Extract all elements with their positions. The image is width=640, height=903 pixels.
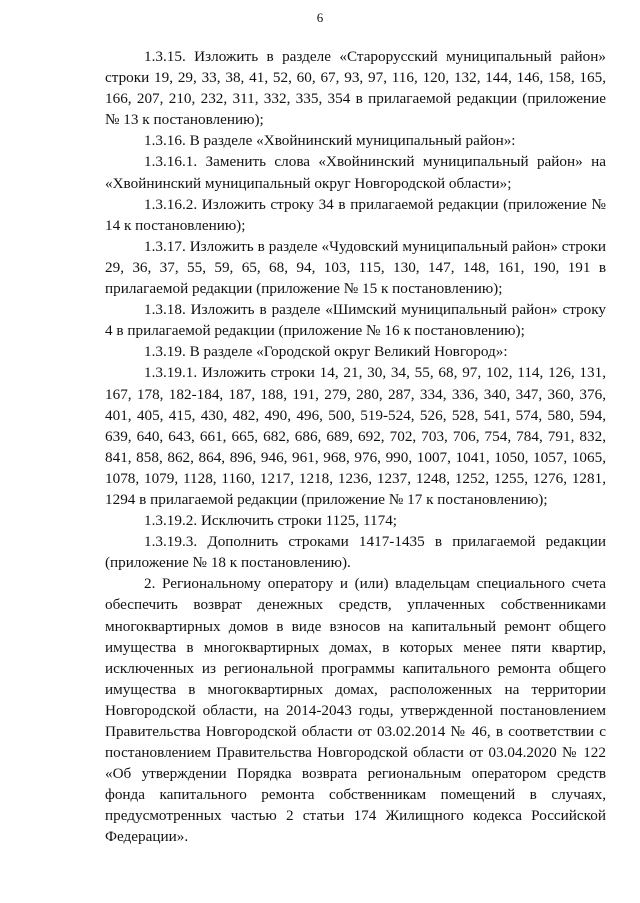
paragraph-1-3-18: 1.3.18. Изложить в разделе «Шимский муниципальный район» строку 4 в прилагаемой редакции (приложение № 16 к постановлению); <box>105 301 606 340</box>
paragraph-2: 2. Региональному оператору и (или) владельцам специального счета обеспечить возврат денежных средств, уплаченных собственниками многоквартирных домов в виде взносов на капитальный ремонт общего имущества в многоквартирных домах, в которых менее пяти квартир, исключенных из региональной программы капитального ремонта общего имущества в многоквартирных домах, расположенных на территории Новгородской области, на 2014-2043 годы, утвержденной постановлением Правительства Новгородской области от 03.02.2014 № 46, в соответствии с постановлением Правительства Новгородской области от 03.04.2020 № 122 «Об утверждении Порядка возврата региональным оператором средств фонда капитального ремонта собственникам помещений в случаях, предусмотренных частью 2 статьи 174 Жилищного кодекса Российской Федерации». <box>105 575 606 846</box>
paragraph-1-3-16-2: 1.3.16.2. Изложить строку 34 в прилагаемой редакции (приложение № 14 к постановлению); <box>105 195 606 234</box>
paragraph-1-3-19-1: 1.3.19.1. Изложить строки 14, 21, 30, 34, 55, 68, 97, 102, 114, 126, 131, 167, 178, 182-184, 187, 188, 191, 279, 280, 287, 334, 336, 340, 347, 360, 376, 401, 405, 415, 430, 482, 490, 496, 500, 519-524, 526, 528, 541, 574, 580, 594, 639, 640, 643, 661, 665, 682, 686, 689, 692, 702, 703, 706, 754, 784, 791, 832, 841, 858, 862, 864, 896, 946, 961, 968, 976, 990, 1007, 1041, 1050, 1057, 1065, 1078, 1079, 1128, 1160, 1217, 1218, 1236, 1237, 1248, 1252, 1255, 1276, 1281, 1294 в прилагаемой редакции (приложение № 17 к постановлению); <box>105 364 606 508</box>
paragraph-1-3-15: 1.3.15. Изложить в разделе «Старорусский муниципальный район» строки 19, 29, 33, 38, 41, 52, 60, 67, 93, 97, 116, 120, 132, 144, 146, 158, 165, 166, 207, 210, 232, 311, 332, 335, 354 в прилагаемой редакции (приложение № 13 к постановлению); <box>105 48 606 129</box>
paragraph-1-3-19-2: 1.3.19.2. Исключить строки 1125, 1174; <box>144 512 398 530</box>
paragraph-1-3-17: 1.3.17. Изложить в разделе «Чудовский муниципальный район» строки 29, 36, 37, 55, 59, 65, 68, 94, 103, 115, 130, 147, 148, 161, 190, 191 в прилагаемой редакции (приложение № 15 к постановлению); <box>105 237 606 298</box>
paragraph-1-3-19: 1.3.19. В разделе «Городской округ Великий Новгород»: <box>144 343 508 361</box>
paragraph-1-3-16: 1.3.16. В разделе «Хвойнинский муниципальный район»: <box>144 132 516 150</box>
document-body <box>105 46 606 848</box>
paragraph-1-3-19-3: 1.3.19.3. Дополнить строками 1417-1435 в прилагаемой редакции (приложение № 18 к постановлению). <box>105 533 606 572</box>
page-number: 6 <box>316 10 324 25</box>
paragraph-1-3-16-1: 1.3.16.1. Заменить слова «Хвойнинский муниципальный район» на «Хвойнинский муниципальный округ Новгородской области»; <box>105 153 606 192</box>
